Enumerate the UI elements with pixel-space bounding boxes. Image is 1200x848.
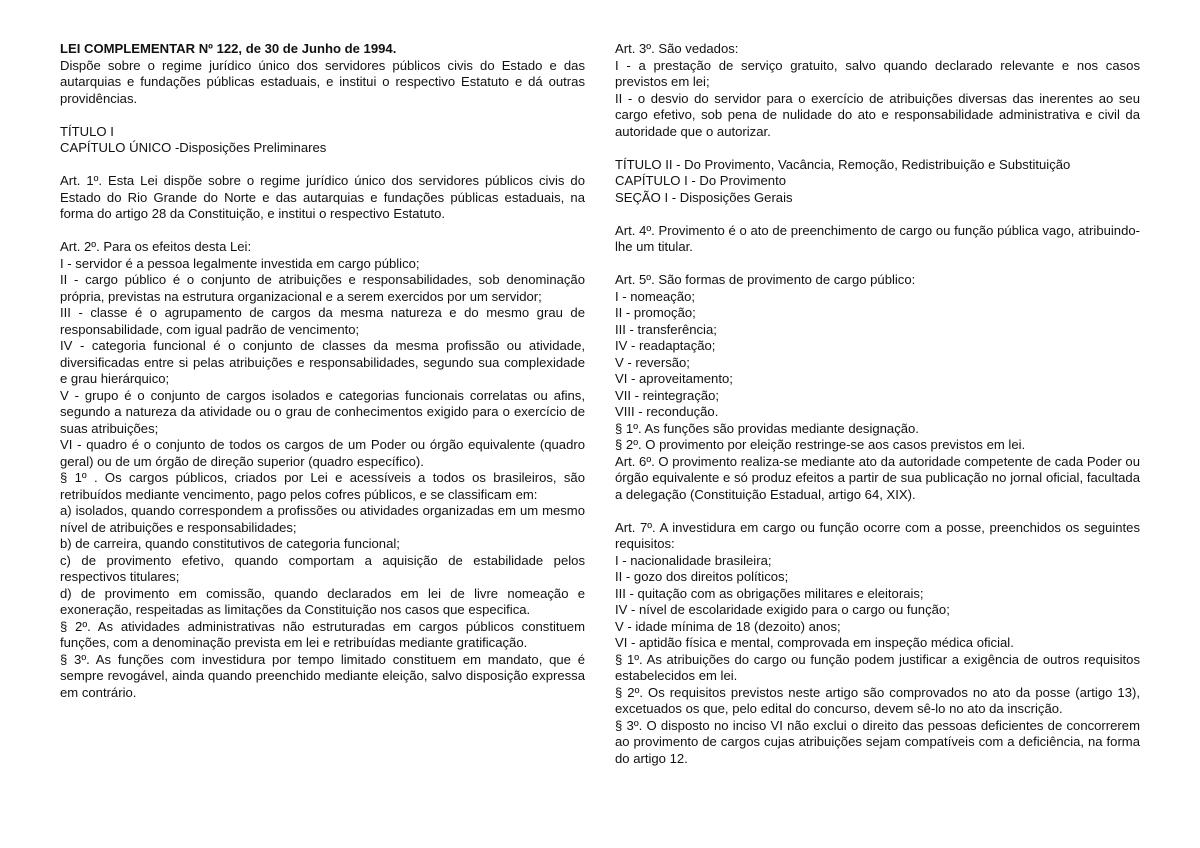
article-5-item: II - promoção;: [615, 305, 696, 320]
left-column: [60, 41, 585, 701]
article-5-item: I - nomeação;: [615, 288, 696, 304]
article-7-item: II - gozo dos direitos políticos;: [615, 569, 789, 584]
article-5-item: VI - aproveitamento;: [615, 371, 733, 386]
article-3-item: II - o desvio do servidor para o exercício de atribuições diversas das inerentes ao seu cargo efetivo, sob pena de nulidade do ato e responsabilidade administrativa e civil da autoridade que o autorizar.: [615, 90, 1140, 139]
article-2-item: IV - categoria funcional é o conjunto de classes da mesma profissão ou atividade, diversificadas entre si pelas atribuições e responsabilidades, segundo sua complexidade e grau hierárquico;: [60, 338, 585, 386]
article-7-paragraph: § 2º. Os requisitos previstos neste artigo são comprovados no ato da posse (artigo 13), excetuados os que, pelo edital do concurso, devem sê-lo no ato da inscrição.: [615, 684, 1140, 716]
spacer: [60, 223, 585, 240]
article-7-item: III - quitação com as obrigações militares e eleitorais;: [615, 585, 924, 601]
article-7-item: IV - nível de escolaridade exigido para o cargo ou função;: [615, 602, 950, 617]
spacer: [615, 503, 1140, 520]
article-2-subitem: a) isolados, quando correspondem a profissões ou atividades organizadas em um mesmo nível de atribuições e responsabilidades;: [60, 503, 585, 535]
capitulo-heading: CAPÍTULO ÚNICO -Disposições Preliminares: [60, 140, 327, 155]
right-column: [615, 41, 1140, 767]
article-3-heading: Art. 3º. São vedados:: [615, 41, 739, 56]
article-7-item: I - nacionalidade brasileira;: [615, 552, 772, 568]
article-2-subitem: c) de provimento efetivo, quando comportam a aquisição de estabilidade pelos respectivos titulares;: [60, 552, 585, 584]
titulo-heading: TÍTULO II - Do Provimento, Vacância, Remoção, Redistribuição e Substituição: [615, 156, 1071, 172]
article-5-item: III - transferência;: [615, 321, 717, 337]
article-2-paragraph: § 3º. As funções com investidura por tempo limitado constituem em mandato, que é sempre revogável, ainda quando preenchido mediante eleição, salvo disposição expressa em contrário.: [60, 651, 585, 700]
article-2-subitem: b) de carreira, quando constitutivos de categoria funcional;: [60, 536, 400, 551]
spacer: [615, 256, 1140, 273]
article-7-paragraph: § 1º. As atribuições do cargo ou função podem justificar a exigência de outros requisitos estabelecidos em lei.: [615, 651, 1140, 683]
article-5-item: IV - readaptação;: [615, 338, 716, 353]
article-3-item: I - a prestação de serviço gratuito, salvo quando declarado relevante e nos casos previstos em lei;: [615, 57, 1140, 89]
article-4: Art. 4º. Provimento é o ato de preenchimento de cargo ou função pública vago, atribuindo-lhe um titular.: [615, 222, 1140, 254]
secao-heading: SEÇÃO I - Disposições Gerais: [615, 189, 793, 205]
article-2-item: III - classe é o agrupamento de cargos da mesma natureza e do mesmo grau de responsabilidade, com igual padrão de vencimento;: [60, 305, 585, 337]
law-ementa: Dispõe sobre o regime jurídico único dos servidores públicos civis do Estado e das autarquias e fundações públicas estaduais, e institui o respectivo Estatuto e dá outras providências.: [60, 57, 585, 106]
article-2-paragraph: § 1º . Os cargos públicos, criados por Lei e acessíveis a todos os brasileiros, são retribuídos mediante vencimento, pago pelos cofres públicos, e se classificam em:: [60, 470, 585, 502]
article-7-item: VI - aptidão física e mental, comprovada em inspeção médica oficial.: [615, 635, 1014, 650]
titulo-heading: TÍTULO I: [60, 123, 114, 139]
article-5-item: VIII - recondução.: [615, 404, 719, 419]
article-5-item: V - reversão;: [615, 354, 690, 370]
article-2-heading: Art. 2º. Para os efeitos desta Lei:: [60, 239, 252, 254]
article-6: Art. 6º. O provimento realiza-se mediante ato da autoridade competente de cada Poder ou órgão equivalente e só produz efeitos a partir de sua publicação no jornal oficial, facultada a delegação (Constituição Estadual, artigo 64, XIX).: [615, 453, 1140, 502]
spacer: [60, 107, 585, 124]
spacer: [615, 140, 1140, 157]
law-title: LEI COMPLEMENTAR Nº 122, de 30 de Junho de 1994.: [60, 41, 397, 56]
spacer: [60, 157, 585, 174]
article-5-item: VII - reintegração;: [615, 387, 720, 403]
article-2-item: II - cargo público é o conjunto de atribuições e responsabilidades, sob denominação própria, previstas na estrutura organizacional e a serem exercidos por um servidor;: [60, 272, 585, 304]
article-2-subitem: d) de provimento em comissão, quando declarados em lei de livre nomeação e exoneração, respeitadas as limitações da Constituição nos casos que especifica.: [60, 585, 585, 617]
article-5-paragraph: § 1º. As funções são providas mediante designação.: [615, 420, 919, 436]
article-5-paragraph: § 2º. O provimento por eleição restringe-se aos casos previstos em lei.: [615, 437, 1026, 452]
article-2-item: V - grupo é o conjunto de cargos isolados e categorias funcionais correlatas ou afins, segundo a natureza da atividade ou o grau de conhecimentos exigido para o exercício de suas atribuições;: [60, 387, 585, 436]
article-7-item: V - idade mínima de 18 (dezoito) anos;: [615, 618, 841, 634]
article-2-item: VI - quadro é o conjunto de todos os cargos de um Poder ou órgão equivalente (quadro geral) ou de um órgão de direção superior (quadro específico).: [60, 437, 585, 469]
article-7-paragraph: § 3º. O disposto no inciso VI não exclui o direito das pessoas deficientes de concorrerem ao provimento de cargos cujas atribuições sejam compatíveis com a deficiência, na forma do artigo 12.: [615, 717, 1140, 766]
article-2-item: I - servidor é a pessoa legalmente investida em cargo público;: [60, 255, 420, 271]
spacer: [615, 206, 1140, 223]
article-7-heading: Art. 7º. A investidura em cargo ou função ocorre com a posse, preenchidos os seguintes requisitos:: [615, 519, 1140, 551]
article-2-paragraph: § 2º. As atividades administrativas não estruturadas em cargos públicos constituem funções, com a denominação prevista em lei e retribuídas mediante gratificação.: [60, 618, 585, 650]
article-5-heading: Art. 5º. São formas de provimento de cargo público:: [615, 272, 916, 287]
capitulo-heading: CAPÍTULO I - Do Provimento: [615, 173, 786, 188]
article-1: Art. 1º. Esta Lei dispõe sobre o regime jurídico único dos servidores públicos civis do Estado do Rio Grande do Norte e das autarquias e fundações públicas estaduais, na forma do artigo 28 da Constituição, e institui o respectivo Estatuto.: [60, 173, 585, 221]
